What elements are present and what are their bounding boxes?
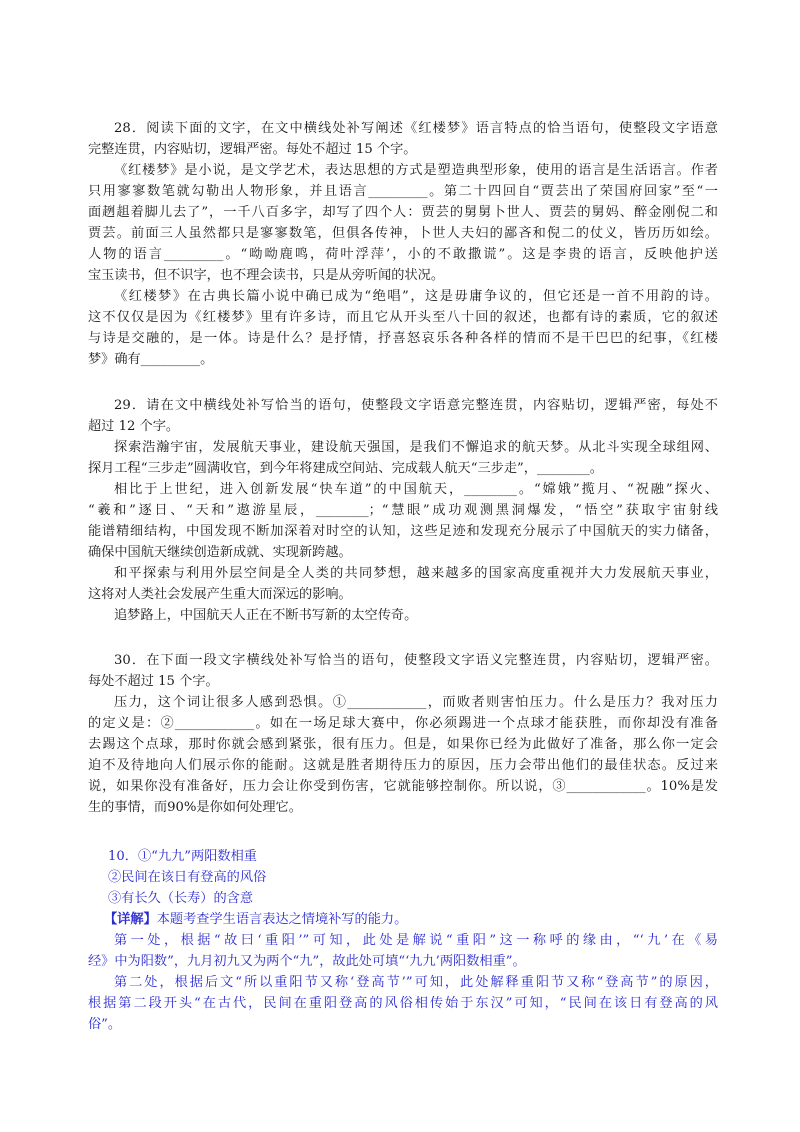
q30-text-line: 压力，这个词让很多人感到恐惧。①____________，而败者则害怕压力。什么是压力？我对压力 [114,695,718,710]
q28-text-line: 梦》确有_________。 [88,352,214,367]
answer-detail-line [88,909,718,930]
q29-text-line: 探索浩瀚宇宙，发展航天事业，建设航天强国，是我们不懈追求的航天梦。从北斗实现全球组网、 [114,440,718,455]
q30-prompt-line: 30．在下面一段文字横线处补写恰当的语句，使整段文字语义完整连贯，内容贴切，逻辑严密。 [114,653,718,668]
q30-text-line: 说，如果你没有准备好，压力会让你受到伤害，它就能够控制你。所以说，③____________。10%是发 [88,779,718,794]
q30-text-line: 迫不及待地向人们展示你的能耐。这就是胜者期待压力的原因，压力会带出他们的最佳状态。反过来 [88,758,718,773]
q28-text-line: 面趔趄着脚儿去了”，一千八百多字，却写了四个人：贾芸的舅舅卜世人、贾芸的舅妈、醉金刚倪二和 [88,205,718,220]
q28-text-line: 贾芸。前面三人虽然都只是寥寥数笔，但俱各传神，卜世人夫妇的鄙吝和倪二的仗义，皆历历如绘。 [88,226,718,241]
q29-prompt-line: 29．请在文中横线处补写恰当的语句，使整段文字语意完整连贯，内容贴切，逻辑严密，每处不 [114,398,718,413]
answer-item: 10．①“九九”两阳数相重 [108,849,257,864]
q30-text-line: 的定义是：②____________。如在一场足球大赛中，你必须踢进一个点球才能获胜，而你却没有准备 [88,716,718,731]
question-29 [88,395,718,626]
q29-text-line: 相比于上世纪，进入创新发展“快车道”的中国航天，________。“嫦娥”揽月、“祝融”探火、 [114,482,718,497]
q28-text-line: 这不仅仅是因为《红楼梦》里有许多诗，而且它从开头至八十回的叙述，也都有诗的素质，它的叙述 [88,310,718,325]
q29-text-line: “羲和”逐日、“天和”遨游星辰，________；“慧眼”成功观测黑洞爆发，“悟空”获取宇宙射线 [88,503,718,518]
answer-explanation-line: 经》中为阳数”，九月初九又为两个“九”，故此处可填“‘九九’两阳数相重”。 [88,954,526,969]
detail-tag: 【详解】 [104,912,157,927]
q28-prompt-line: 28．阅读下面的文字，在文中横线处补写阐述《红楼梦》语言特点的恰当语句，使整段文字语意 [114,121,718,136]
answer-explanation-line: 俗”。 [88,1017,122,1032]
q28-text-line: 《红楼梦》在古典长篇小说中确已成为“绝唱”，这是毋庸争议的，但它还是一首不用韵的诗。 [114,289,718,304]
q28-text-line: 只用寥寥数笔就勾勒出人物形象，并且语言_________。第二十四回自“贾芸出了荣国府回家”至“一 [88,184,718,199]
q30-text-line: 生的事情，而90%是你如何处理它。 [88,800,302,815]
q29-text-line: 和平探索与利用外层空间是全人类的共同梦想，越来越多的国家高度重视并大力发展航天事业， [114,566,718,581]
q29-text-line: 追梦路上，中国航天人正在不断书写新的太空传奇。 [114,608,418,623]
q28-text-line: 《红楼梦》是小说，是文学艺术，表达思想的方式是塑造典型形象，使用的语言是生活语言。作者 [114,163,718,178]
question-28 [88,118,718,370]
q28-text-line: 人物的语言_________。“呦呦鹿鸣，荷叶浮萍’，小的不敢撒谎”。这是李贵的语言，反映他护送 [88,247,718,262]
q29-text-line: 能谱精细结构，中国发现不断加深着对时空的认知，这些足迹和发现充分展示了中国航天的实力储备， [88,524,718,539]
q29-text-line: 探月工程“三步走”圆满收官，到今年将建成空间站、完成载人航天“三步走”，________。 [88,461,603,476]
answer-explanation-line: 第一处，根据“故曰‘重阳’”可知，此处是解说“重阳”这一称呼的缘由，“‘九’在《易 [114,933,718,948]
q28-text-line: 与诗是交融的，是一体。诗是什么？是抒情，抒喜怒哀乐各种各样的情而不是干巴巴的纪事，《红楼 [88,331,718,346]
answer-item: ②民间在该日有登高的风俗 [108,870,267,885]
q29-text-line: 确保中国航天继续创造新成就、实现新跨越。 [88,545,352,560]
answer-explanation-line: 第二处，根据后文“所以重阳节又称‘登高节’”可知，此处解释重阳节又称“登高节”的原因， [114,975,718,990]
answer-explanation-line: 根据第二段开头“在古代，民间在重阳登高的风俗相传始于东汉”可知，“民间在该日有登高的风 [88,996,718,1011]
answer-section [88,846,718,1035]
q29-text-line: 这将对人类社会发展产生重大而深远的影响。 [88,587,352,602]
question-30 [88,650,718,818]
q29-prompt-line: 超过 12 个字。 [88,419,180,434]
q30-text-line: 去踢这个点球，那时你就会感到紧张，很有压力。但是，如果你已经为此做好了准备，那么你一定会 [88,737,718,752]
q28-text-line: 宝玉读书，但不识字，也不理会读书，只是从旁听闻的状况。 [88,268,445,283]
q28-prompt-line: 完整连贯，内容贴切，逻辑严密。每处不超过 15 个字。 [88,142,417,157]
answer-item: ③有长久（长寿）的含意 [108,891,254,906]
q30-prompt-line: 每处不超过 15 个字。 [88,674,219,689]
detail-text: 本题考查学生语言表达之情境补写的能力。 [156,912,408,927]
